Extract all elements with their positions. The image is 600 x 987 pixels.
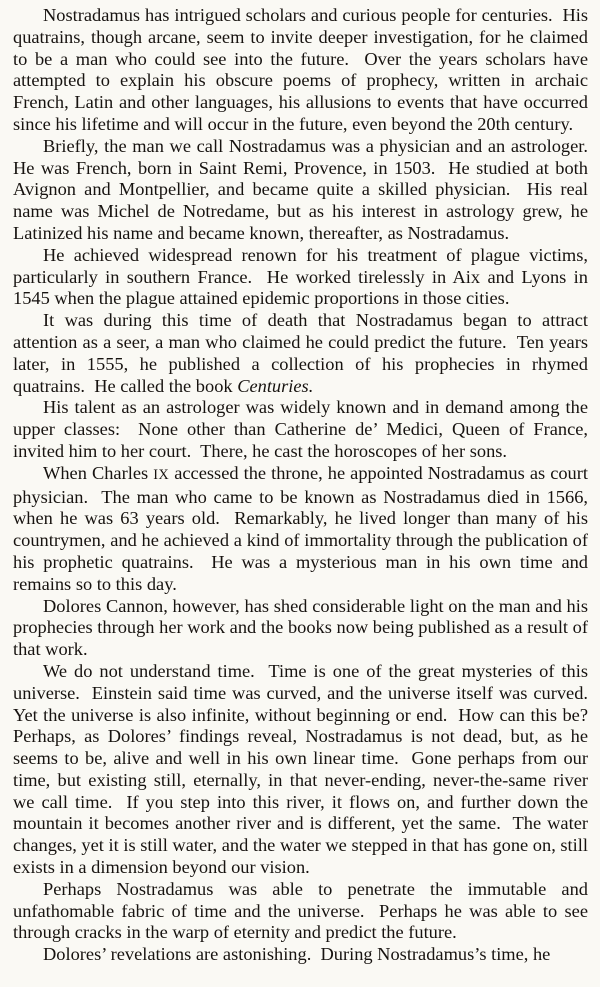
roman-numeral-smallcaps: IX (153, 466, 170, 483)
paragraph-8 (13, 660, 598, 879)
paragraph-3 (13, 244, 593, 310)
paragraph-2 (13, 135, 598, 245)
book-title-italic: Centuries. (237, 375, 314, 396)
text-run: His talent as an astrologer was widely known and in demand among the upper classes: None other than Catherine de’ Medici, Queen of France, invited him to her court. There, he cast the horoscopes of her sons. (13, 397, 593, 461)
paragraph-7 (13, 595, 593, 661)
text-run: accessed the throne, he appointed Nostradamus as court physician. The man who came to be known as Nostradamus died in 1566, when he was 63 years old. Remarkably, he lived longer than many of his countrymen, and he achieved a kind of immortality through the publication of his prophetic quatrains. He was a mysterious man in his own time and remains so to this day. (13, 462, 593, 594)
text-run: Dolores’ revelations are astonishing. During Nostradamus’s time, he (43, 944, 551, 965)
page-text-body (13, 5, 598, 966)
paragraph-10 (13, 944, 588, 966)
text-run: When Charles (43, 462, 154, 483)
paragraph-9 (13, 878, 593, 944)
text-run: Perhaps Nostradamus was able to penetrate the immutable and unfathomable fabric of time and the universe. Perhaps he was able to see through cracks in the warp of eternity and predict the future. (13, 878, 593, 943)
text-run: Briefly, the man we call Nostradamus was a physician and an astrologer. He was French, born in Saint Remi, Provence, in 1503. He studied at both Avignon and Montpellier, and became quite a skilled physician. His real name was Michel de Notredame, but as his interest in astrology grew, he Latinized his name and became known, thereafter, as Nostradamus. (13, 135, 598, 243)
text-run: Dolores Cannon, however, has shed considerable light on the man and his prophecies through her work and the books now being published as a result of that work. (13, 595, 593, 660)
text-run: Nostradamus has intrigued scholars and curious people for centuries. His quatrains, though arcane, seem to invite deeper investigation, for he claimed to be a man who could see into the future. Over the years scholars have attempted to explain his obscure poems of prophecy, written in archaic French, Latin and other languages, his allusions to events that have occurred since his lifetime and will occur in the future, even beyond the 20th century. (13, 5, 593, 134)
paragraph-6 (13, 462, 593, 596)
text-run: He achieved widespread renown for his treatment of plague victims, particularly in southern France. He worked tirelessly in Aix and Lyons in 1545 when the plague attained epidemic proportions in those cities. (13, 244, 593, 309)
paragraph-1 (13, 5, 593, 136)
text-run: It was during this time of death that Nostradamus began to attract attention as a seer, a man who claimed he could predict the future. Ten years later, in 1555, he published a collection of his prophecies in rhymed quatrains. He called the book (13, 310, 593, 396)
paragraph-4 (13, 310, 593, 397)
paragraph-5 (13, 397, 593, 462)
text-run: We do not understand time. Time is one of the great mysteries of this universe. Einstein said time was curved, and the universe itself was curved. Yet the universe is also infinite, without beginning or end. How can this be? Perhaps, as Dolores’ findings reveal, Nostradamus is not dead, but, as he seems to be, alive and well in his own linear time. Gone perhaps from our time, but existing still, eternally, in that never-ending, never-the-same river we call time. If you step into this river, it flows on, and further down the mountain it becomes another river and is different, yet the same. The water changes, yet it is still water, and the water we stepped in that has gone on, still exists in a dimension beyond our vision. (13, 660, 598, 878)
